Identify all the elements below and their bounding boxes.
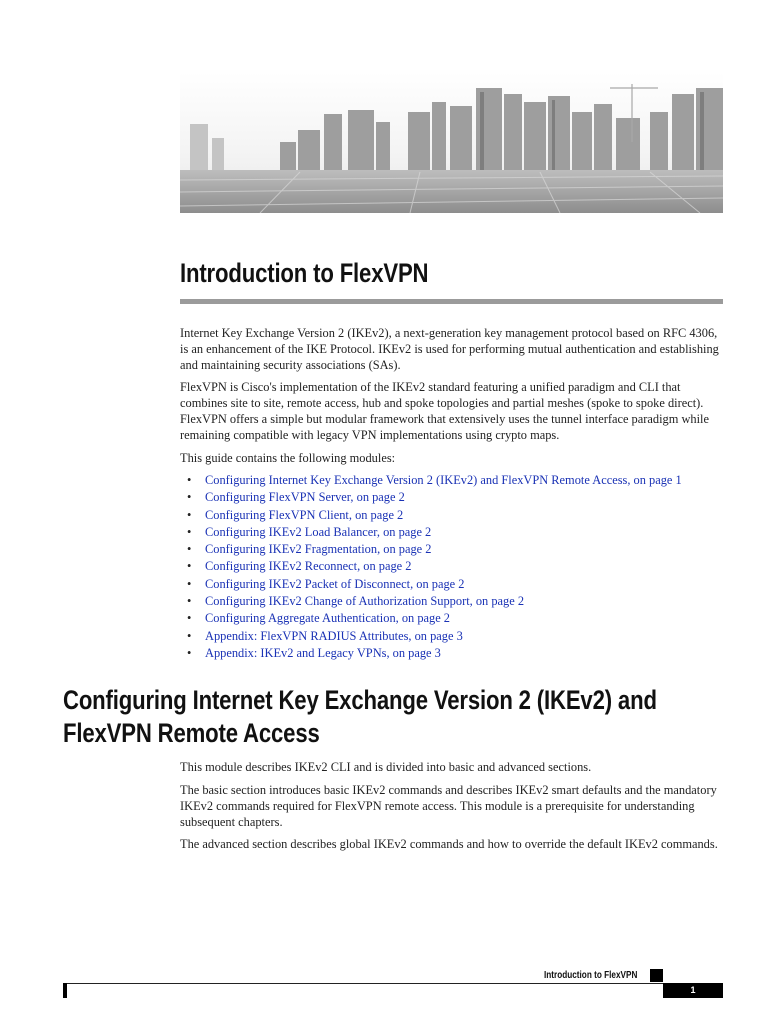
bullet-icon: • (187, 594, 192, 609)
list-item (187, 610, 682, 627)
list-item (187, 576, 682, 593)
module-list (187, 472, 682, 662)
module-link-fragmentation[interactable]: Configuring IKEv2 Fragmentation, on page 2 (205, 542, 432, 557)
module-link-change-of-authorization[interactable]: Configuring IKEv2 Change of Authorization Support, on page 2 (205, 594, 525, 609)
list-item (187, 645, 682, 662)
list-item (187, 541, 682, 558)
module-link-load-balancer[interactable]: Configuring IKEv2 Load Balancer, on page 2 (205, 524, 432, 539)
bullet-icon: • (187, 524, 192, 539)
section-paragraph-2: The basic section introduces basic IKEv2 commands and describes IKEv2 smart defaults and the mandatory IKEv2 commands required for FlexVPN remote access. This module is a prerequisite for understanding subsequent chapters. (180, 783, 717, 829)
footer-chapter-title: Introduction to FlexVPN (544, 970, 638, 981)
list-item (187, 472, 682, 489)
module-link-ikev2-remote-access[interactable]: Configuring Internet Key Exchange Version 2 (IKEv2) and FlexVPN Remote Access, on page 1 (205, 473, 682, 487)
bullet-icon: • (187, 542, 192, 557)
section-paragraph-3: The advanced section describes global IKEv2 commands and how to override the default IKEv2 commands. (180, 837, 718, 851)
bullet-icon: • (187, 645, 192, 660)
bullet-icon: • (187, 507, 192, 522)
intro-paragraph-1: Internet Key Exchange Version 2 (IKEv2), a next-generation key management protocol based on RFC 4306, is an enhancement of the IKE Protocol. IKEv2 is used for performing mutual authentication and establishing and maintaining security associations (SAs). (180, 326, 719, 372)
intro-paragraph-2: FlexVPN is Cisco's implementation of the IKEv2 standard featuring a unified paradigm and CLI that combines site to site, remote access, hub and spoke topologies and partial meshes (spoke to spoke direct). FlexVPN offers a simple but modular framework that extensively uses the tunnel interface paradigm while remaining compatible with legacy VPN implementations using crypto maps. (180, 380, 709, 442)
bullet-icon: • (187, 611, 192, 626)
page-number: 1 (663, 983, 723, 998)
title-rule (180, 299, 723, 304)
intro-paragraph-3: This guide contains the following modules: (180, 451, 396, 465)
page-title: Introduction to FlexVPN (180, 258, 429, 288)
section-heading-line-2: FlexVPN Remote Access (63, 718, 320, 748)
list-item (187, 507, 682, 524)
footer-rule (63, 983, 663, 984)
module-link-packet-of-disconnect[interactable]: Configuring IKEv2 Packet of Disconnect, on page 2 (205, 576, 465, 591)
list-item (187, 558, 682, 575)
list-item (187, 489, 682, 506)
module-link-reconnect[interactable]: Configuring IKEv2 Reconnect, on page 2 (205, 559, 412, 574)
bullet-icon: • (187, 473, 192, 487)
section-heading-line-1: Configuring Internet Key Exchange Version 2 (IKEv2) and (63, 685, 657, 715)
list-item (187, 593, 682, 610)
footer-left-tick (63, 983, 67, 998)
bullet-icon: • (187, 490, 192, 505)
section-heading (63, 684, 657, 750)
section-paragraph-1: This module describes IKEv2 CLI and is divided into basic and advanced sections. (180, 760, 592, 774)
list-item (187, 628, 682, 645)
bullet-icon: • (187, 559, 192, 574)
module-link-flexvpn-server[interactable]: Configuring FlexVPN Server, on page 2 (205, 490, 405, 505)
bullet-icon: • (187, 628, 192, 643)
module-link-radius-attributes[interactable]: Appendix: FlexVPN RADIUS Attributes, on page 3 (205, 628, 463, 643)
bullet-icon: • (187, 576, 192, 591)
banner-cityscape-image (180, 72, 723, 213)
module-link-legacy-vpns[interactable]: Appendix: IKEv2 and Legacy VPNs, on page 3 (205, 645, 441, 660)
list-item (187, 524, 682, 541)
footer-tab-marker (650, 969, 663, 982)
module-link-aggregate-authentication[interactable]: Configuring Aggregate Authentication, on page 2 (205, 611, 451, 626)
module-link-flexvpn-client[interactable]: Configuring FlexVPN Client, on page 2 (205, 507, 404, 522)
